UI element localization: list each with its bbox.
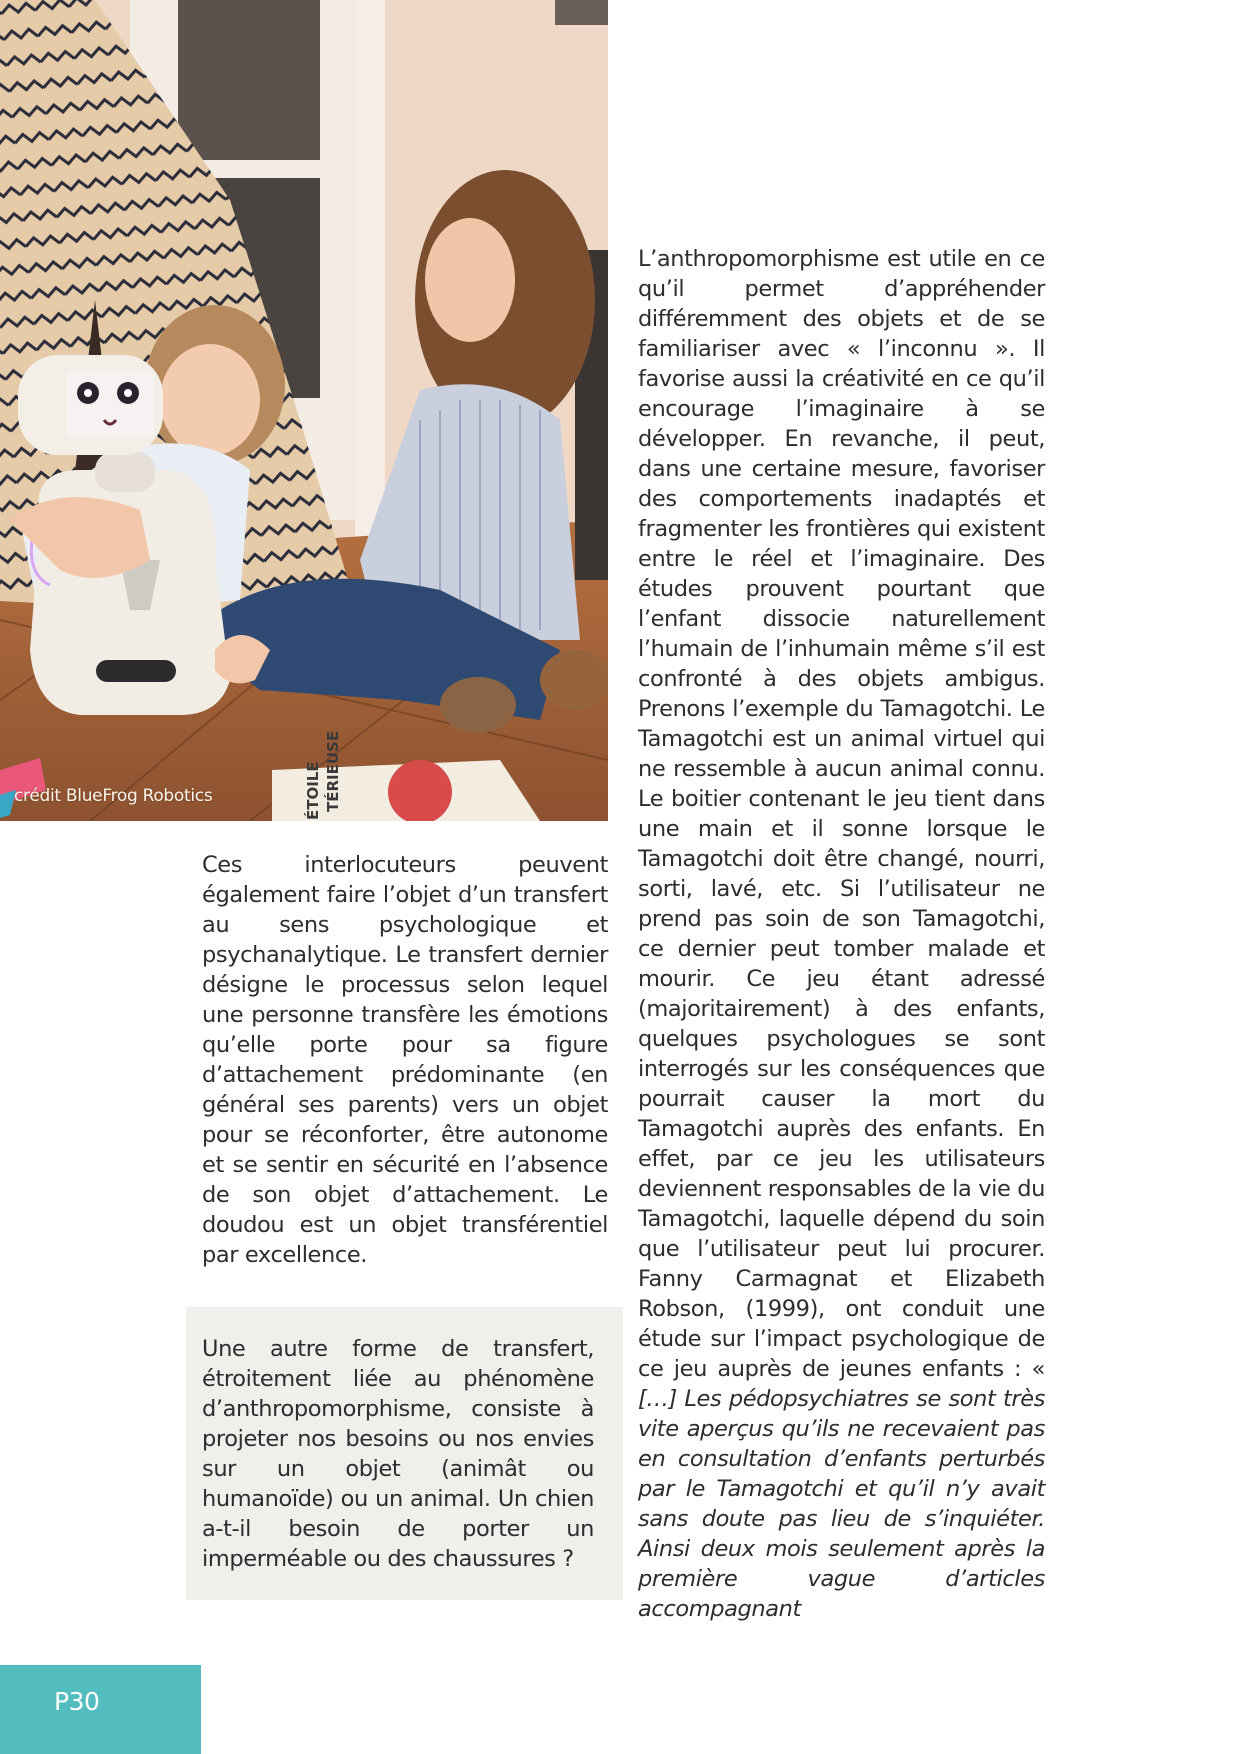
girl-left-face: [160, 344, 260, 456]
window-pane-top: [178, 0, 320, 160]
robot-sensor: [96, 660, 176, 682]
article-photo: [0, 0, 608, 821]
robot-screen: [66, 370, 154, 438]
paragraph-anthropomorphisme-transfert: Une autre forme de transfert, étroitement liée au phénomène d’anthropomorphisme, consiste à projeter nos besoins ou nos envies sur un objet (animât ou humanoïde) ou un animal. Un chien a-t-il besoin de porter un imperméable ou des chaussures ?: [202, 1336, 594, 1572]
paragraph-tamagotchi-body: L’anthropomorphisme est utile en ce qu’il permet d’appréhender différemment des objets et de se familiariser avec « l’inconnu ». Il favorise aussi la créativité en ce qu’il encourage l’imaginaire à se développer. En revanche, il peut, dans une certaine mesure, favoriser des comportements inadaptés et fragmenter les frontières qui existent entre le réel et l’imaginaire. Des études prouvent pourtant que l’enfant dissocie naturellement l’humain de l’inhumain même s’il est confronté à des objets ambigus. Prenons l’exemple du Tamagotchi. Le Tamagotchi est un animal virtuel qui ne ressemble à aucun animal connu. Le boitier contenant le jeu tient dans une main et il sonne lorsque le Tamagotchi doit être changé, nourri, sorti, lavé, etc. Si l’utilisateur ne prend pas soin de son Tamagotchi, ce dernier peut tomber malade et mourir. Ce jeu étant adressé (majoritairement) à des enfants, quelques psychologues se sont interrogés sur les conséquences que pourrait causer la mort du Tamagotchi auprès des enfants. En effet, par ce jeu les utilisateurs deviennent responsables de la vie du Tamagotchi, laquelle dépend du soin que l’utilisateur peut lui procurer. Fanny Carmagnat et Elizabeth Robson, (1999), ont conduit une étude sur l’impact psychologique de ce jeu auprès de jeunes enfants : «: [638, 246, 1045, 1382]
photo-illustration: [0, 0, 608, 821]
page-number-tab: [0, 1665, 201, 1754]
page-number: P30: [54, 1687, 100, 1716]
frame-corner: [555, 0, 608, 25]
quote-pedopsychiatres: […] Les pédopsychiatres se sont très vite aperçus qu’ils ne recevaient pas en consultation d’enfants perturbés par le Tamagotchi et qu’il n’y avait sans doute pas lieu de s’inquiéter. Ainsi deux mois seulement après la première vague d’articles accompagnant: [638, 1386, 1045, 1622]
photo-credit: crédit BlueFrog Robotics: [14, 786, 213, 806]
shoe: [440, 677, 516, 733]
right-column-text: [638, 244, 1045, 1624]
highlight-box: [186, 1307, 623, 1600]
left-column-text: [202, 850, 608, 1270]
book-title-line-2: TÉRIEUSE: [324, 730, 342, 812]
paragraph-transfert: Ces interlocuteurs peuvent également faire l’objet d’un transfert au sens psychologique et psychanalytique. Le transfert dernier désigne le processus selon lequel une personne transfère les émotions qu’elle porte pour sa figure d’attachement prédominante (en général ses parents) vers un objet pour se réconforter, être autonome et se sentir en sécurité en l’absence de son objet d’attachement. Le doudou est un objet transférentiel par excellence.: [202, 852, 608, 1268]
door-molding: [355, 0, 385, 560]
paragraph-tamagotchi: [638, 244, 1045, 1624]
highlight-box-text: [202, 1334, 594, 1574]
girl-right-face: [425, 218, 515, 342]
boot: [540, 650, 608, 710]
book-title-line-1: ÉTOILE: [304, 761, 322, 820]
